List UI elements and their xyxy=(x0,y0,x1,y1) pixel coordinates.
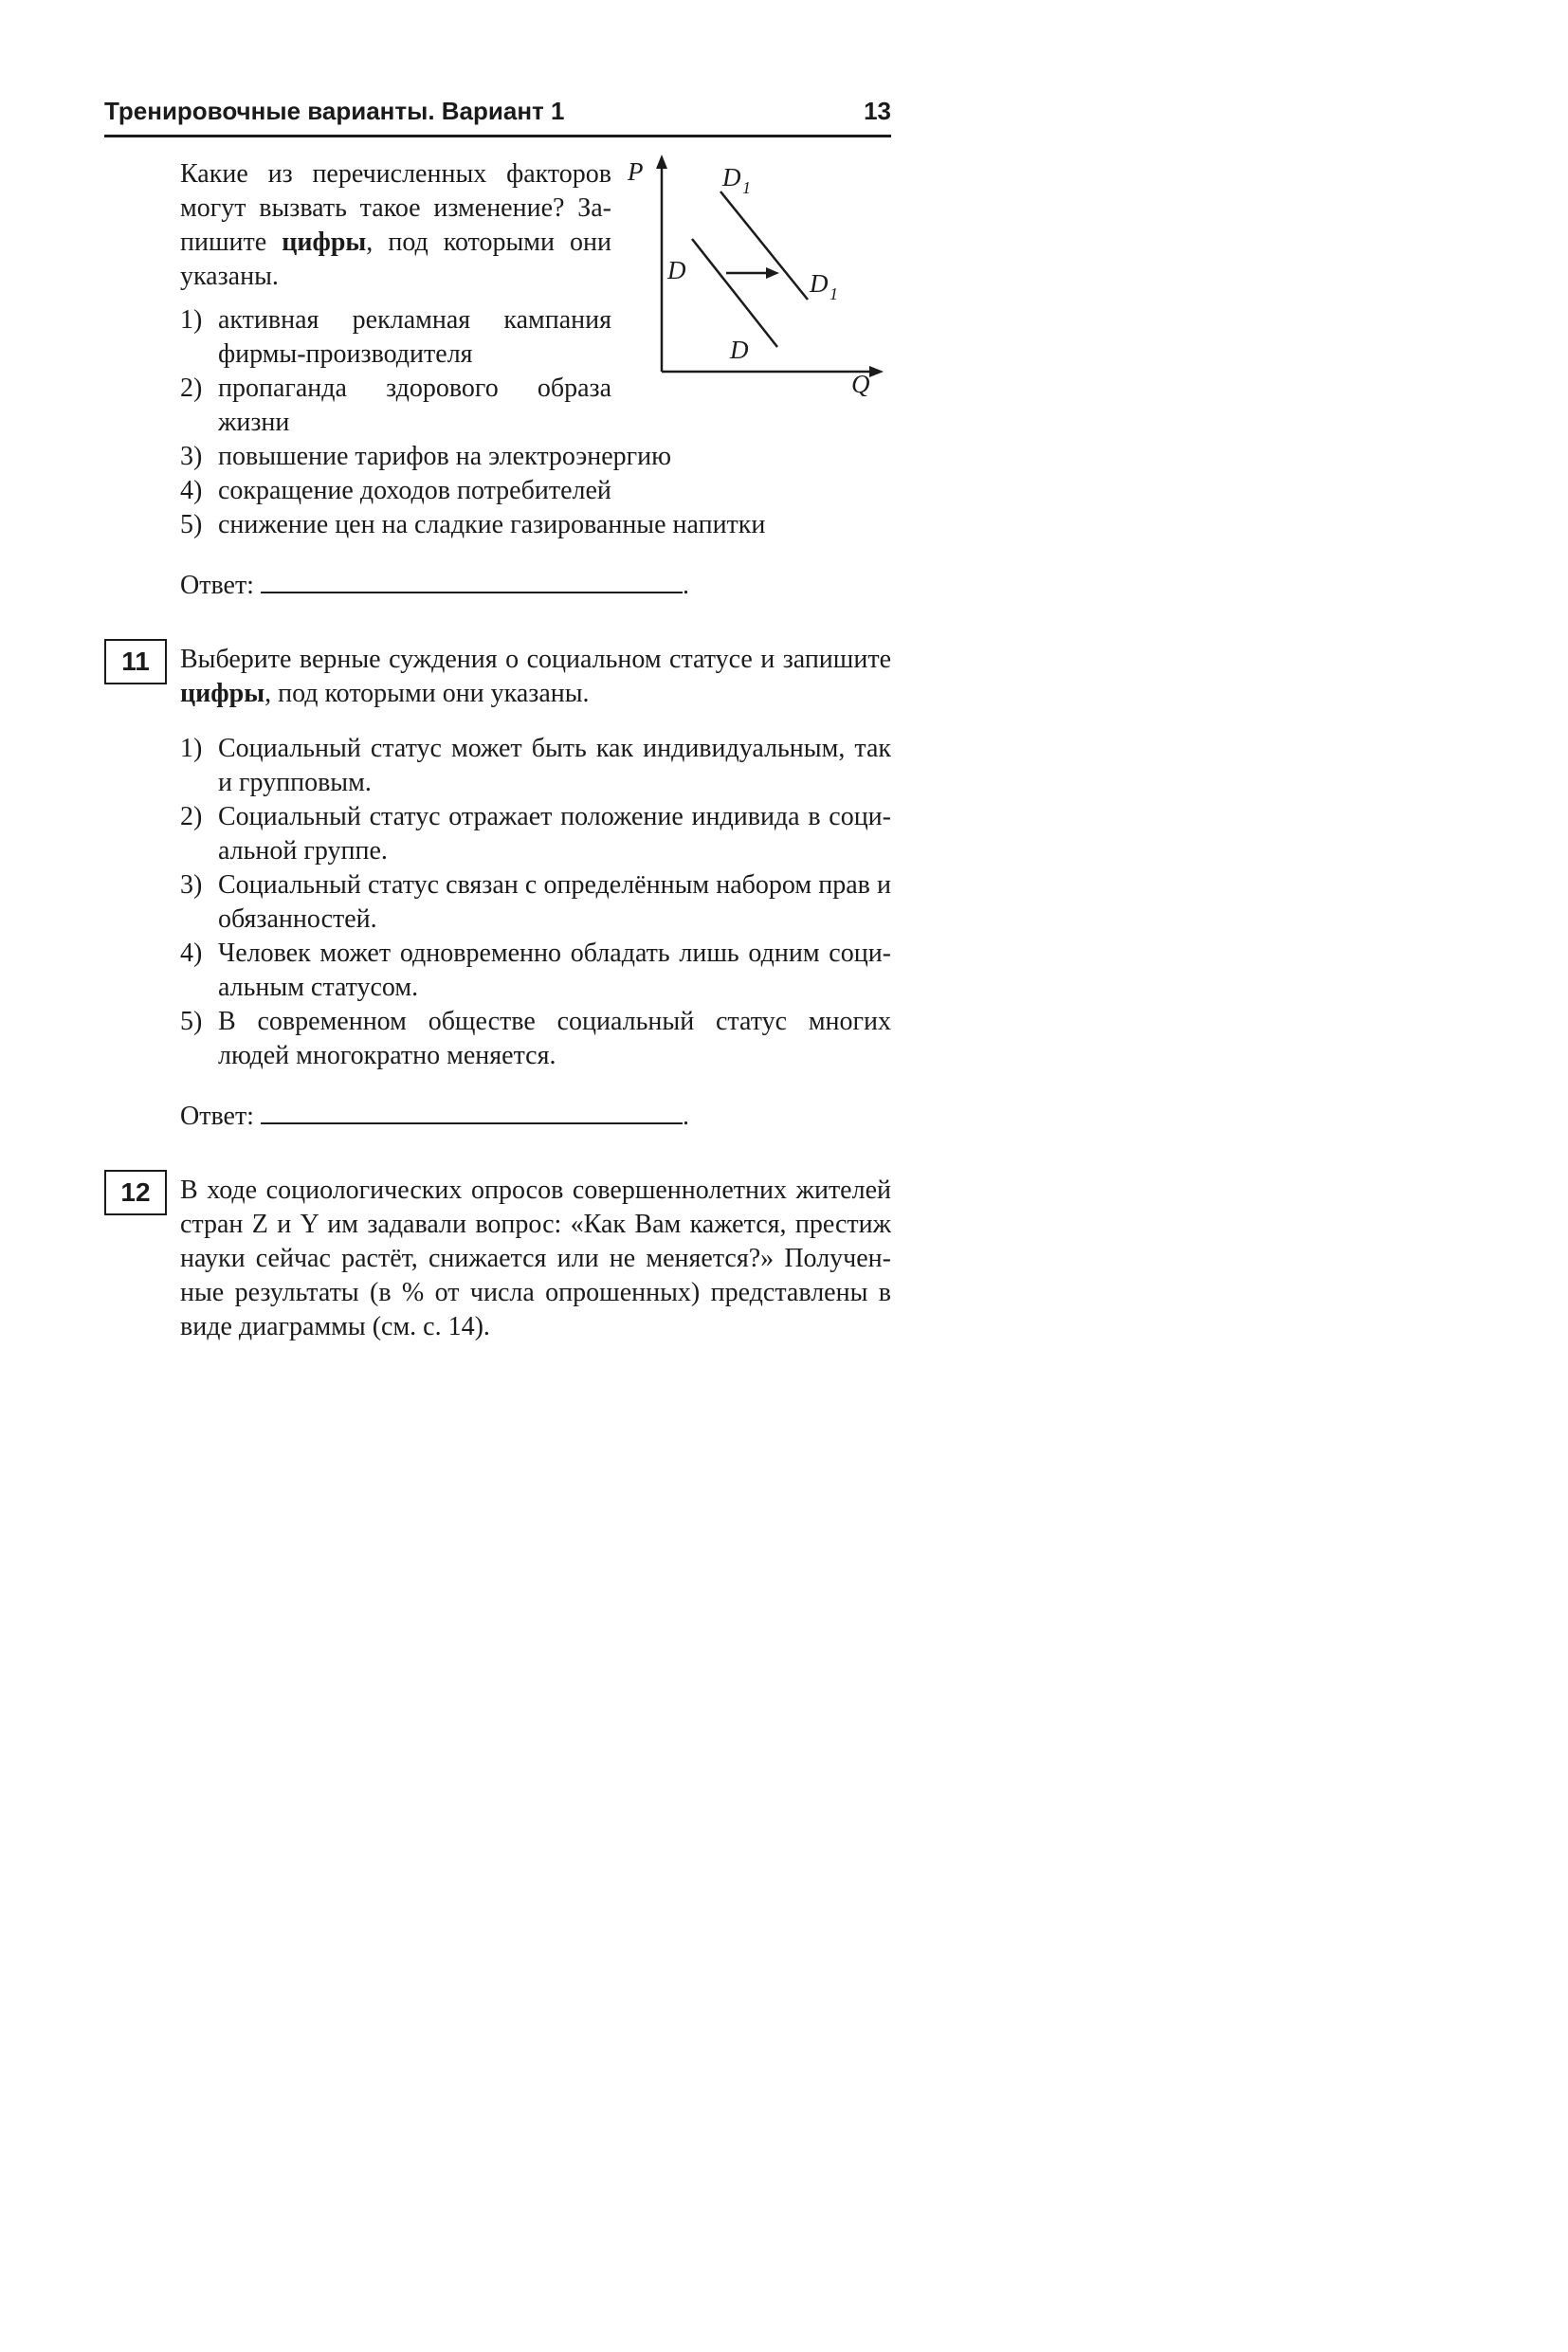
question-number: 11 xyxy=(121,647,150,676)
question-11-options xyxy=(104,732,891,1073)
item-text: В современном обществе социальный статус многих людей многократно меняется. xyxy=(218,1007,891,1070)
intro-text-pre: Какие из перечисленных факторов могут вызвать такое изменение? Запишите xyxy=(180,159,611,257)
list-item xyxy=(180,800,891,868)
item-number: 5) xyxy=(180,1007,203,1036)
page-header xyxy=(104,97,891,137)
question-11-intro xyxy=(180,643,891,711)
item-number: 3) xyxy=(180,870,203,900)
answer-period: . xyxy=(682,1102,689,1131)
demand1-label-right: D xyxy=(810,269,829,298)
list-item xyxy=(180,440,891,474)
list-item xyxy=(180,868,891,937)
answer-row xyxy=(180,1096,891,1134)
x-axis-arrowhead xyxy=(869,366,884,377)
question-12-number-box xyxy=(104,1170,167,1215)
answer-blank-line[interactable] xyxy=(261,1096,683,1124)
item-text: снижение цен на сладкие газированные напитки xyxy=(218,510,766,539)
p-axis-label: P xyxy=(628,157,644,186)
item-text: активная рекламная кампания фирмы-производителя xyxy=(218,305,611,369)
item-text: Социальный статус связан с определённым набором прав и обязанностей. xyxy=(218,870,891,934)
item-number: 1) xyxy=(180,305,203,335)
demand1-label-top-sub: 1 xyxy=(742,178,751,197)
question-10-intro xyxy=(180,157,611,294)
list-item xyxy=(180,937,891,1005)
item-text: повышение тарифов на электроэнергию xyxy=(218,442,672,471)
demand-label-bottom: D xyxy=(730,336,749,364)
item-number: 5) xyxy=(180,510,203,539)
intro-text-post: , под которыми они указаны. xyxy=(264,679,590,708)
answer-row xyxy=(180,565,891,603)
q-axis-label: Q xyxy=(851,370,870,396)
item-text: Человек может одновременно обладать лишь одним социальным статусом. xyxy=(218,939,891,1002)
item-number: 2) xyxy=(180,802,203,831)
list-item xyxy=(180,508,891,542)
demand-label-top: D xyxy=(667,256,686,284)
y-axis-arrowhead xyxy=(656,155,667,169)
item-text: Социальный статус может быть как индивидуальным, так и групповым. xyxy=(218,734,891,797)
list-item xyxy=(180,1005,891,1073)
demand-shift-diagram xyxy=(614,152,894,396)
intro-text-pre: Выберите верные суждения о социальном статусе и запишите xyxy=(180,645,891,674)
question-11-block xyxy=(104,643,891,1134)
demand-line-original xyxy=(692,239,777,347)
question-11-number-box xyxy=(104,639,167,684)
answer-blank-line[interactable] xyxy=(261,565,683,593)
running-title: Тренировочные варианты. Вариант 1 xyxy=(104,97,565,125)
demand1-label-top: D xyxy=(722,163,741,191)
answer-label: Ответ: xyxy=(180,1102,254,1131)
item-number: 3) xyxy=(180,442,203,471)
item-text: сокращение доходов потребителей xyxy=(218,476,611,505)
question-12-block xyxy=(104,1174,891,1344)
answer-label: Ответ: xyxy=(180,571,254,600)
intro-text-bold: цифры xyxy=(180,679,265,708)
intro-text-post: , под которыми они указаны. xyxy=(180,228,611,291)
list-item xyxy=(180,732,891,800)
intro-text-bold: цифры xyxy=(282,228,367,257)
item-number: 1) xyxy=(180,734,203,763)
shift-arrow-head xyxy=(766,267,779,279)
item-number: 4) xyxy=(180,476,203,505)
list-item xyxy=(180,372,611,440)
question-10-block xyxy=(104,157,891,603)
item-number: 2) xyxy=(180,374,203,403)
item-text: пропаганда здорового образа жизни xyxy=(218,374,611,437)
list-item xyxy=(180,303,611,372)
content xyxy=(104,157,891,1344)
list-item xyxy=(180,474,891,508)
question-12-text: В ходе социологических опросов совершеннолетних жителей стран Z и Y им задавали вопрос: «Как Вам кажется, престиж науки сейчас растёт, снижается или не меняется?» Полученные результаты (в % от числа опрошенных) представлены в виде диаграммы (см. с. 14). xyxy=(180,1176,891,1341)
answer-period: . xyxy=(682,571,689,600)
demand1-label-right-sub: 1 xyxy=(830,284,838,303)
item-text: Социальный статус отражает положение индивида в социальной группе. xyxy=(218,802,891,866)
item-number: 4) xyxy=(180,939,203,968)
question-number: 12 xyxy=(120,1177,151,1207)
demand-line-shifted xyxy=(720,191,808,300)
page-number: 13 xyxy=(864,97,891,125)
